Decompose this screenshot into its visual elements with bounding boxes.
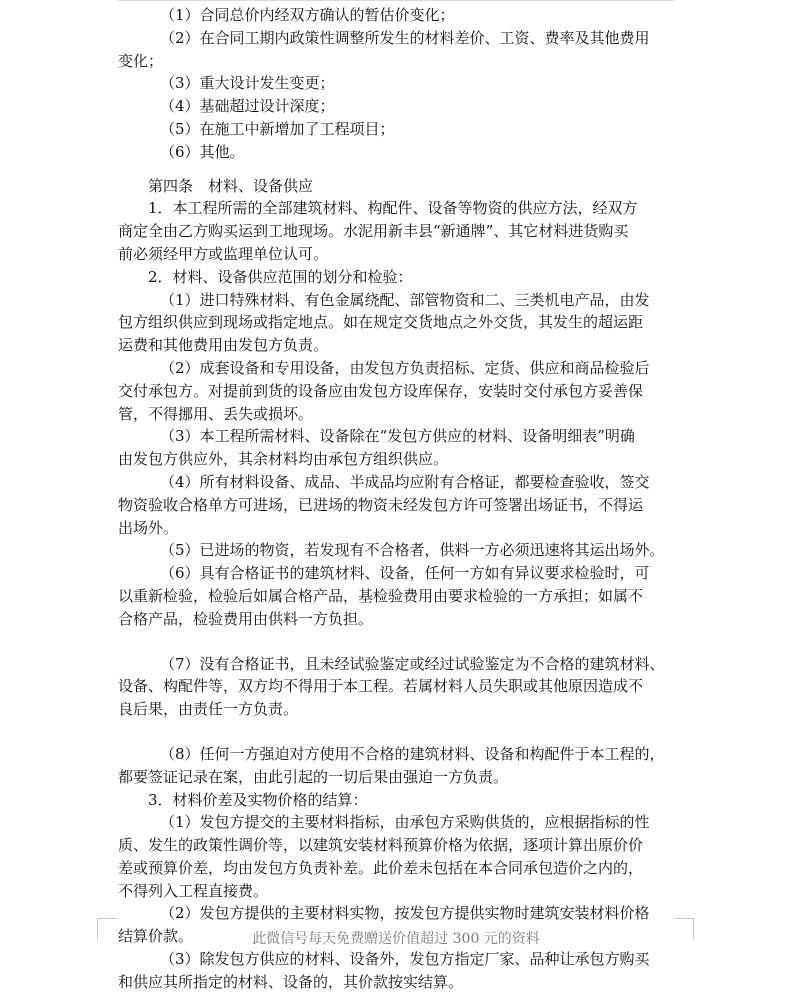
paragraph-line: 2．材料、设备供应范围的划分和检验：: [148, 267, 413, 286]
paragraph-line: 质、发生的政策性调价等，以建筑安装材料预算价格为依据，逐项计算出原价价: [118, 836, 644, 855]
crop-mark-left-horizontal: [97, 918, 117, 919]
paragraph-line: 商定全由乙方购买运到工地现场。水泥用新丰县“新通牌”、其它材料进货购买: [118, 222, 629, 241]
paragraph-line: （6）具有合格证书的建筑材料、设备，任何一方如有异议要求检验时，可: [160, 564, 650, 583]
paragraph-line: （5）已进场的物资，若发现有不合格者，供料一方必须迅速将其运出场外。: [160, 541, 665, 560]
paragraph-line: （4）所有材料设备、成品、半成品均应附有合格证，都要检查验收，签交: [160, 472, 650, 491]
paragraph-line: 设备、构配件等，双方均不得用于本工程。若属材料人员失职或其他原因造成不: [118, 677, 644, 696]
paragraph-line: （7）没有合格证书，且未经试验鉴定或经过试验鉴定为不合格的建筑材料、: [160, 654, 665, 673]
document-body: [118, 4, 674, 994]
list-item: （4）基础超过设计深度；: [160, 97, 335, 116]
crop-mark-left: [97, 918, 98, 940]
paragraph-line: 不得列入工程直接费。: [118, 881, 269, 900]
crop-mark-right-horizontal: [674, 918, 694, 919]
crop-mark-right: [693, 918, 694, 940]
paragraph-line: （2）发包方提供的主要材料实物，按发包方提供实物时建筑安装材料价格: [160, 904, 650, 923]
list-item: （6）其他。: [160, 142, 245, 161]
paragraph-gap: [118, 631, 674, 653]
paragraph-line: 良后果，由责任一方负责。: [118, 700, 299, 719]
paragraph-line: （3）本工程所需材料、设备除在“发包方供应的材料、设备明细表”明确: [160, 427, 635, 446]
list-item-continuation: 变化；: [118, 51, 164, 70]
paragraph-line: 差或预算价差，均由发包方负责补差。此价差未包括在本合同承包造价之内的，: [118, 858, 644, 877]
paragraph-line: （3）除发包方供应的材料、设备外，发包方指定厂家、品种让承包方购买: [160, 950, 650, 969]
list-item: （3）重大设计发生变更；: [160, 74, 335, 93]
list-item: （5）在施工中新增加了工程项目；: [160, 119, 395, 138]
paragraph-line: 和供应其所指定的材料、设备的，其价款按实结算。: [118, 972, 464, 991]
paragraph-line: 物资验收合格单方可进场，已进场的物资未经发包方许可签署出场证书，不得运: [118, 495, 644, 514]
paragraph-line: 前必须经甲方或监理单位认可。: [118, 244, 329, 263]
paragraph-gap: [118, 164, 674, 175]
paragraph-line: （1）发包方提交的主要材料指标，由承包方采购供货的，应根据指标的性: [160, 813, 650, 832]
paragraph-line: 结算价款。: [118, 927, 194, 946]
paragraph-line: （2）成套设备和专用设备，由发包方负责招标、定货、供应和商品检验后: [160, 358, 650, 377]
paragraph-line: 包方组织供应到现场或指定地点。如在规定交货地点之外交货，其发生的超运距: [118, 313, 644, 332]
paragraph-line: 管，不得挪用、丢失或损坏。: [118, 404, 314, 423]
section-title: 第四条 材料、设备供应: [148, 176, 314, 195]
paragraph-line: 以重新检验，检验后如属合格产品，基检验费用由要求检验的一方承担；如属不: [118, 586, 644, 605]
paragraph-gap: [118, 721, 674, 743]
paragraph-line: 出场外。: [118, 518, 179, 537]
paragraph-line: 由发包方供应外，其余材料均由承包方组织供应。: [118, 450, 449, 469]
paragraph-line: 运费和其他费用由发包方负责。: [118, 336, 329, 355]
paragraph-line: 1．本工程所需的全部建筑材料、构配件、设备等物资的供应方法，经双方: [148, 199, 638, 218]
paragraph-line: 交付承包方。对提前到货的设备应由发包方设库保存，安装时交付承包方妥善保: [118, 381, 644, 400]
paragraph-line: 都要签证记录在案，由此引起的一切后果由强迫一方负责。: [118, 767, 509, 786]
page-top-rule: [118, 0, 674, 1]
paragraph-line: （8）任何一方强迫对方使用不合格的建筑材料、设备和构配件于本工程的，: [160, 744, 665, 763]
paragraph-line: 3．材料价差及实物价格的结算：: [148, 790, 368, 809]
document-page: [118, 0, 674, 991]
list-item: （2）在合同工期内政策性调整所发生的材料差价、工资、费率及其他费用: [160, 28, 650, 47]
paragraph-line: （1）进口特殊材料、有色金属绕配、部管物资和二、三类机电产品，由发: [160, 290, 650, 309]
paragraph-line: 合格产品，检验费用由供料一方负担。: [118, 609, 374, 628]
page-footer: 此微信号每天免费赠送价值超过 300 元的资料: [252, 931, 540, 947]
list-item: （1）合同总价内经双方确认的暂估价变化；: [160, 6, 455, 24]
